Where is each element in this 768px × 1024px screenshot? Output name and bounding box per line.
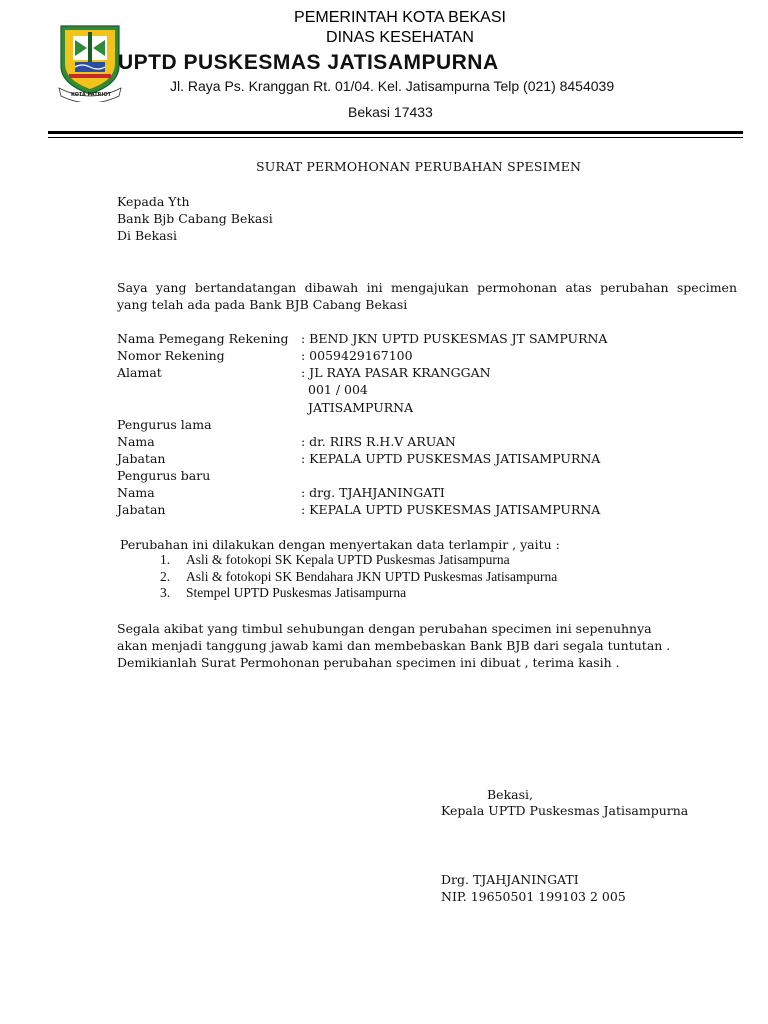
recipient-line: Kepada Yth	[117, 194, 190, 209]
list-number: 1.	[160, 552, 171, 567]
closing-paragraph	[117, 620, 687, 671]
list-item	[160, 569, 557, 586]
field-value: : KEPALA UPTD PUSKESMAS JATISAMPURNA	[301, 451, 601, 466]
list-text: Stempel UPTD Puskesmas Jatisampurna	[186, 585, 407, 600]
field-value: : drg. TJAHJANINGATI	[301, 485, 445, 500]
list-text: Asli & fotokopi SK Bendahara JKN UPTD Puskesmas Jatisampurna	[186, 568, 558, 584]
account-holder-row	[117, 330, 607, 347]
old-officer-position-row	[117, 450, 600, 467]
field-value: : JL RAYA PASAR KRANGGAN	[301, 365, 491, 380]
paragraph-line: yang telah ada pada Bank BJB Cabang Bekasi	[117, 297, 408, 312]
institution-city: Bekasi 17433	[348, 104, 433, 120]
list-item	[160, 552, 557, 569]
new-officer-name-row	[117, 484, 445, 501]
field-value: : KEPALA UPTD PUSKESMAS JATISAMPURNA	[301, 502, 601, 517]
paragraph-line: Demikianlah Surat Permohonan perubahan specimen ini dibuat , terima kasih .	[117, 655, 620, 670]
recipient-line: Di Bekasi	[117, 228, 178, 243]
field-label: Nama	[117, 485, 155, 500]
field-value: : 0059429167100	[301, 348, 413, 363]
field-label: Nama Pemegang Rekening	[117, 331, 289, 346]
paragraph-line: Saya yang bertandatangan dibawah ini mengajukan permohonan atas perubahan specimen	[117, 280, 737, 295]
new-officer-heading: Pengurus baru	[117, 468, 211, 483]
field-label: Jabatan	[117, 451, 166, 466]
account-number-row	[117, 347, 413, 364]
old-officer-name-row	[117, 433, 456, 450]
attachments-intro: Perubahan ini dilakukan dengan menyertakan data terlampir , yaitu :	[120, 537, 560, 552]
attachments-list	[160, 552, 557, 602]
logo-ribbon-text: KOTA PATRIOT	[70, 92, 111, 98]
field-label: Nama	[117, 434, 155, 449]
field-label: Alamat	[117, 365, 162, 380]
kota-bekasi-logo	[55, 22, 125, 102]
field-value: : dr. RIRS R.H.V ARUAN	[301, 434, 456, 449]
address-continuation: JATISAMPURNA	[308, 400, 414, 415]
department-name: DINAS KESEHATAN	[326, 29, 474, 46]
list-number: 3.	[160, 585, 171, 600]
field-label: Nomor Rekening	[117, 348, 225, 363]
signature-position: Kepala UPTD Puskesmas Jatisampurna	[441, 803, 689, 818]
signatory-name: Drg. TJAHJANINGATI	[441, 872, 579, 887]
letterhead-divider-thick	[48, 131, 743, 134]
letter-subject: SURAT PERMOHONAN PERUBAHAN SPESIMEN	[256, 159, 582, 174]
list-text: Asli & fotokopi SK Kepala UPTD Puskesmas Jatisampurna	[186, 552, 510, 567]
list-number: 2.	[160, 568, 171, 584]
address-continuation: 001 / 004	[308, 382, 368, 397]
account-address-row	[117, 364, 491, 381]
signature-place: Bekasi,	[487, 787, 533, 802]
new-officer-position-row	[117, 501, 600, 518]
recipient-block	[117, 193, 273, 244]
signatory-nip: NIP. 19650501 199103 2 005	[441, 889, 626, 904]
recipient-line: Bank Bjb Cabang Bekasi	[117, 211, 273, 226]
paragraph-line: akan menjadi tanggung jawab kami dan membebaskan Bank BJB dari segala tuntutan .	[117, 638, 671, 653]
letterhead-divider-thin	[48, 137, 743, 138]
paragraph-line: Segala akibat yang timbul sehubungan dengan perubahan specimen ini sepenuhnya	[117, 621, 652, 636]
intro-paragraph	[117, 279, 737, 313]
field-label: Jabatan	[117, 502, 166, 517]
old-officer-heading: Pengurus lama	[117, 417, 212, 432]
institution-title: UPTD PUSKESMAS JATISAMPURNA	[118, 51, 499, 74]
government-name: PEMERINTAH KOTA BEKASI	[294, 9, 506, 26]
field-value: : BEND JKN UPTD PUSKESMAS JT SAMPURNA	[301, 331, 608, 346]
list-item	[160, 585, 557, 602]
institution-address: Jl. Raya Ps. Kranggan Rt. 01/04. Kel. Jatisampurna Telp (021) 8454039	[170, 78, 615, 94]
